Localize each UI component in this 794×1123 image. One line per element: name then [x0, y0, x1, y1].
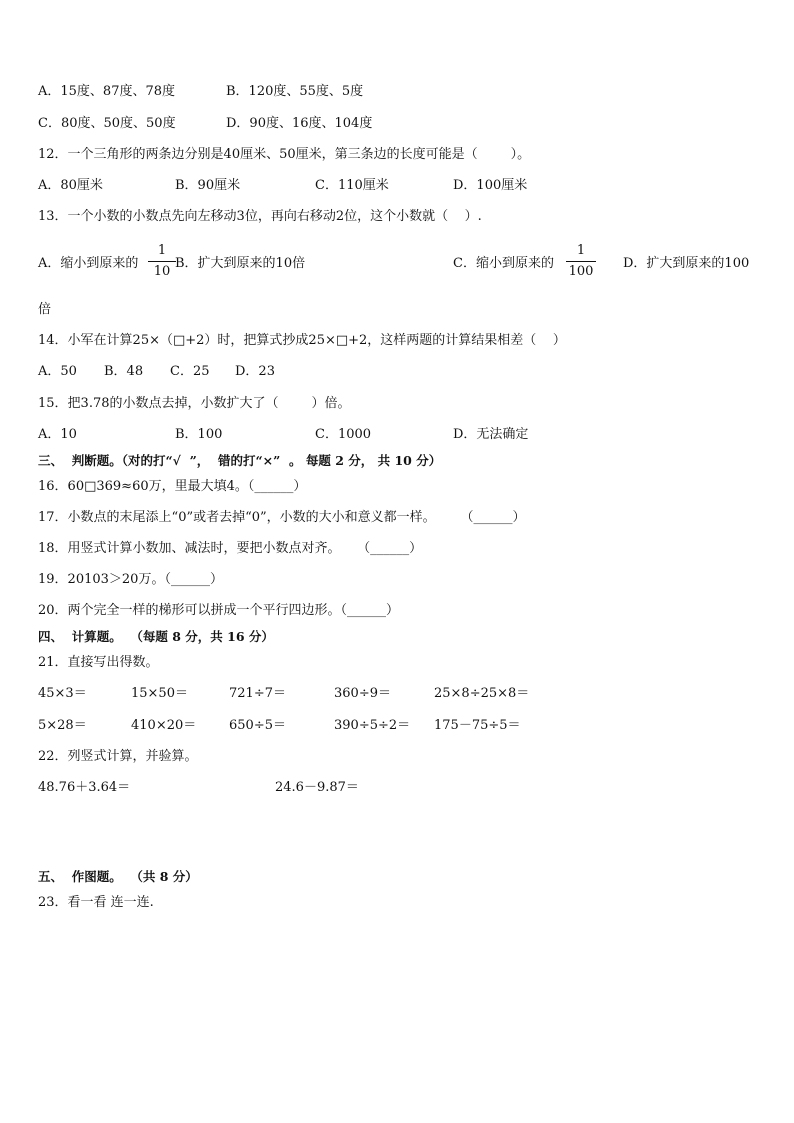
q13-option-d: D．扩大到原来的100 — [623, 256, 750, 271]
q11-option-c: C．80度、50度、50度 — [38, 116, 176, 131]
q13-fraction-a-bar — [148, 261, 176, 262]
q13-fraction-a — [148, 243, 176, 280]
q17-text: 17．小数点的末尾添上“0”或者去掉“0”，小数的大小和意义都一样。 （______） — [38, 510, 526, 525]
q13-fraction-c — [566, 243, 596, 280]
q21-row1-item: 45×3＝ — [38, 686, 87, 701]
q21-row1-item: 15×50＝ — [131, 686, 188, 701]
q21-row1-item: 721÷7＝ — [229, 686, 286, 701]
q13-option-c: C．缩小到原来的 — [453, 256, 554, 271]
q23-text: 23．看一看 连一连. — [38, 895, 154, 910]
q12-option-d: D．100厘米 — [453, 178, 528, 193]
q12-text: 12．一个三角形的两条边分别是40厘米、50厘米，第三条边的长度可能是（ ）。 — [38, 147, 531, 162]
q12-option-c: C．110厘米 — [315, 178, 389, 193]
q16-text: 16．60□369≈60万，里最大填4。（______） — [38, 479, 307, 494]
section-3-heading: 三、 判断题。（对的打“√ ”， 错的打“×” 。 每题 2 分， 共 10 分） — [38, 453, 442, 468]
section-5-heading: 五、 作图题。 （共 8 分） — [38, 869, 198, 884]
q21-text: 21．直接写出得数。 — [38, 655, 159, 670]
q15-option-c: C．1000 — [315, 427, 372, 442]
q11-option-a: A．15度、87度、78度 — [38, 84, 176, 99]
q21-row1-item: 25×8÷25×8＝ — [434, 686, 530, 701]
q13-fraction-c-bar — [566, 261, 596, 262]
q15-option-d: D．无法确定 — [453, 427, 529, 442]
q13-option-a: A．缩小到原来的 — [38, 256, 139, 271]
q21-row1-item: 360÷9＝ — [334, 686, 391, 701]
q13-fraction-a-numerator: 1 — [157, 243, 167, 258]
q22-text: 22．列竖式计算，并验算。 — [38, 749, 198, 764]
q21-row2-item: 410×20＝ — [131, 718, 197, 733]
q22-expression-1: 48.76＋3.64＝ — [38, 780, 131, 795]
q14-option-d: D．23 — [235, 364, 275, 379]
q21-row2-item: 175－75÷5＝ — [434, 718, 521, 733]
q21-row2-item: 5×28＝ — [38, 718, 87, 733]
q13-text: 13．一个小数的小数点先向左移动3位，再向右移动2位，这个小数就（ ）. — [38, 209, 482, 224]
q19-text: 19．20103＞20万。（______） — [38, 572, 223, 587]
q11-option-d: D．90度、16度、104度 — [226, 116, 373, 131]
q14-option-a: A．50 — [38, 364, 77, 379]
q15-option-a: A．10 — [38, 427, 77, 442]
q14-text: 14．小军在计算25×（□+2）时，把算式抄成25×□+2，这样两题的计算结果相差（ ） — [38, 333, 566, 348]
q13-option-b: B．扩大到原来的10倍 — [175, 256, 306, 271]
q20-text: 20．两个完全一样的梯形可以拼成一个平行四边形。（______） — [38, 603, 400, 618]
section-4-heading: 四、 计算题。 （每题 8 分，共 16 分） — [38, 629, 274, 644]
q14-option-c: C．25 — [170, 364, 210, 379]
q14-option-b: B．48 — [104, 364, 144, 379]
q22-expression-2: 24.6－9.87＝ — [275, 780, 359, 795]
q18-text: 18．用竖式计算小数加、减法时，要把小数点对齐。 （______） — [38, 541, 423, 556]
q12-option-a: A．80厘米 — [38, 178, 103, 193]
q13-fraction-c-denominator: 100 — [568, 264, 594, 279]
q13-fraction-c-numerator: 1 — [576, 243, 586, 258]
q13-option-d-continued: 倍 — [38, 302, 52, 317]
q13-fraction-a-denominator: 10 — [153, 264, 171, 279]
q15-option-b: B．100 — [175, 427, 223, 442]
q15-text: 15．把3.78的小数点去掉，小数扩大了（ ）倍。 — [38, 396, 351, 411]
q21-row2-item: 650÷5＝ — [229, 718, 286, 733]
q11-option-b: B．120度、55度、5度 — [226, 84, 364, 99]
q12-option-b: B．90厘米 — [175, 178, 241, 193]
q21-row2-item: 390÷5÷2＝ — [334, 718, 411, 733]
